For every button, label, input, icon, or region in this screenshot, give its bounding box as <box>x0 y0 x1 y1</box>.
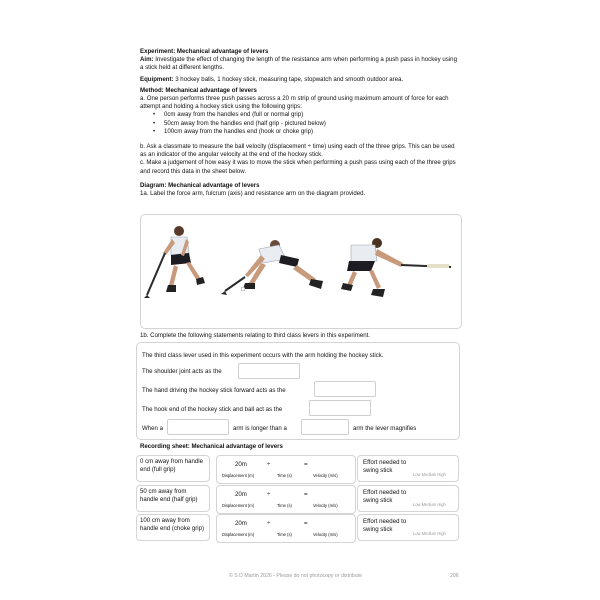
list-item: • 50cm away from the handles end (half grip - pictured below) <box>164 120 462 128</box>
method-heading: Method: Mechanical advantage of levers <box>140 86 257 94</box>
equipment-paragraph <box>140 76 462 84</box>
method-step-c: c. Make a judgement of how easy it was to move the stick when performing a push pass using each of the three grips and record this data in the sheet below. <box>140 159 456 175</box>
equals-sign: = <box>304 520 308 527</box>
shoulder-answer-field[interactable] <box>238 363 300 379</box>
effort-label: Effort needed to swing stick <box>363 518 407 533</box>
statements-box <box>136 342 460 440</box>
recording-heading: Recording sheet: Mechanical advantage of levers <box>140 443 283 450</box>
equipment-text: 3 hockey balls, 1 hockey stick, measuring tape, stopwatch and smooth outdoor area. <box>175 75 404 83</box>
effort-cell[interactable] <box>357 485 459 512</box>
copyright-notice: © S D Martin 2026 - Please do not photocopy or distribute <box>229 573 363 579</box>
grip-list <box>140 111 462 136</box>
hand-answer-field[interactable] <box>314 381 376 397</box>
effort-label: Effort needed to swing stick <box>363 489 407 504</box>
second-arm-answer-field[interactable] <box>301 419 349 435</box>
effort-cell[interactable] <box>357 455 459 482</box>
time-label: Time (s) <box>277 503 292 508</box>
statement-line-3: The hand driving the hockey stick forward acts as the <box>142 387 286 394</box>
calculation-cell[interactable] <box>216 455 356 484</box>
diagram-heading: Diagram: Mechanical advantage of levers <box>140 181 260 189</box>
statement-line-5a: When a <box>142 425 164 432</box>
effort-scale: Low Medium High <box>413 502 446 507</box>
method-step-b: b. Ask a classmate to measure the ball velocity (displacement ÷ time) using each of the three grips. This can be used as an indicator of the angular velocity at the end of the hockey stick. <box>140 143 455 159</box>
effort-label: Effort needed to swing stick <box>363 459 407 474</box>
aim-label: Aim: <box>140 56 154 64</box>
page-number: 206 <box>450 573 459 579</box>
statements-instruction: 1b. Complete the following statements relating to third class levers in this experiment. <box>140 332 370 339</box>
experiment-heading: Experiment: Mechanical advantage of levers <box>140 48 269 55</box>
diagram-box <box>140 214 462 329</box>
player-full-grip <box>144 226 205 298</box>
displacement-label: Displacement (m) <box>222 503 255 508</box>
calculation-cell[interactable] <box>216 514 356 543</box>
statement-line-5b: arm is longer than a <box>233 425 287 432</box>
grip-label-cell: 50 cm away from handle end (half grip) <box>136 485 210 512</box>
method-step-a: a. One person performs three push passes across a 20 m strip of ground using maximum amount of force for each attempt and holding a hockey stick using the following grips: <box>140 95 449 111</box>
recording-row <box>136 514 460 542</box>
statement-line-4: The hook end of the hockey stick and ball act as the <box>142 406 283 413</box>
first-arm-answer-field[interactable] <box>167 419 229 435</box>
calculation-cell[interactable] <box>216 485 356 514</box>
aim-paragraph <box>140 56 462 72</box>
player-choke-grip <box>341 238 451 297</box>
list-item: • 0cm away from the handles end (full or normal grip) <box>164 111 462 119</box>
velocity-label: Velocity (m/s) <box>313 503 338 508</box>
recording-row <box>136 455 460 483</box>
list-item: • 100cm away from the handles end (hook or choke grip) <box>164 128 462 136</box>
velocity-label: Velocity (m/s) <box>313 473 338 478</box>
statement-line-1: The third class lever used in this experiment occurs with the arm holding the hockey stick. <box>142 352 384 359</box>
displacement-label: Displacement (m) <box>222 473 255 478</box>
velocity-label: Velocity (m/s) <box>313 532 338 537</box>
displacement-value: 20m <box>235 491 247 498</box>
intro-section <box>140 48 462 198</box>
displacement-label: Displacement (m) <box>222 532 255 537</box>
hook-answer-field[interactable] <box>309 400 371 416</box>
statement-line-2: The shoulder joint acts as the <box>142 368 222 375</box>
divide-sign: ÷ <box>267 520 271 527</box>
effort-scale: Low Medium High <box>413 472 446 477</box>
equals-sign: = <box>304 491 308 498</box>
divide-sign: ÷ <box>267 491 271 498</box>
player-half-grip <box>221 240 323 295</box>
equipment-label: Equipment: <box>140 75 174 83</box>
diagram-instruction: 1a. Label the force arm, fulcrum (axis) and resistance arm on the diagram provided. <box>140 190 366 198</box>
aim-text: Investigate the effect of changing the length of the resistance arm when performing a push pass in hockey using a stick held at different lengths. <box>140 56 457 72</box>
divide-sign: ÷ <box>267 461 271 468</box>
statement-line-5c: arm the lever magnifies <box>353 425 417 432</box>
effort-cell[interactable] <box>357 514 459 541</box>
grip-label-cell: 0 cm away from handle end (full grip) <box>136 455 210 482</box>
equals-sign: = <box>304 461 308 468</box>
hockey-players-image <box>141 215 461 328</box>
displacement-value: 20m <box>235 520 247 527</box>
displacement-value: 20m <box>235 461 247 468</box>
grip-label-cell: 100 cm away from handle end (choke grip) <box>136 514 210 541</box>
recording-row <box>136 485 460 513</box>
time-label: Time (s) <box>277 532 292 537</box>
time-label: Time (s) <box>277 473 292 478</box>
effort-scale: Low Medium High <box>413 531 446 536</box>
